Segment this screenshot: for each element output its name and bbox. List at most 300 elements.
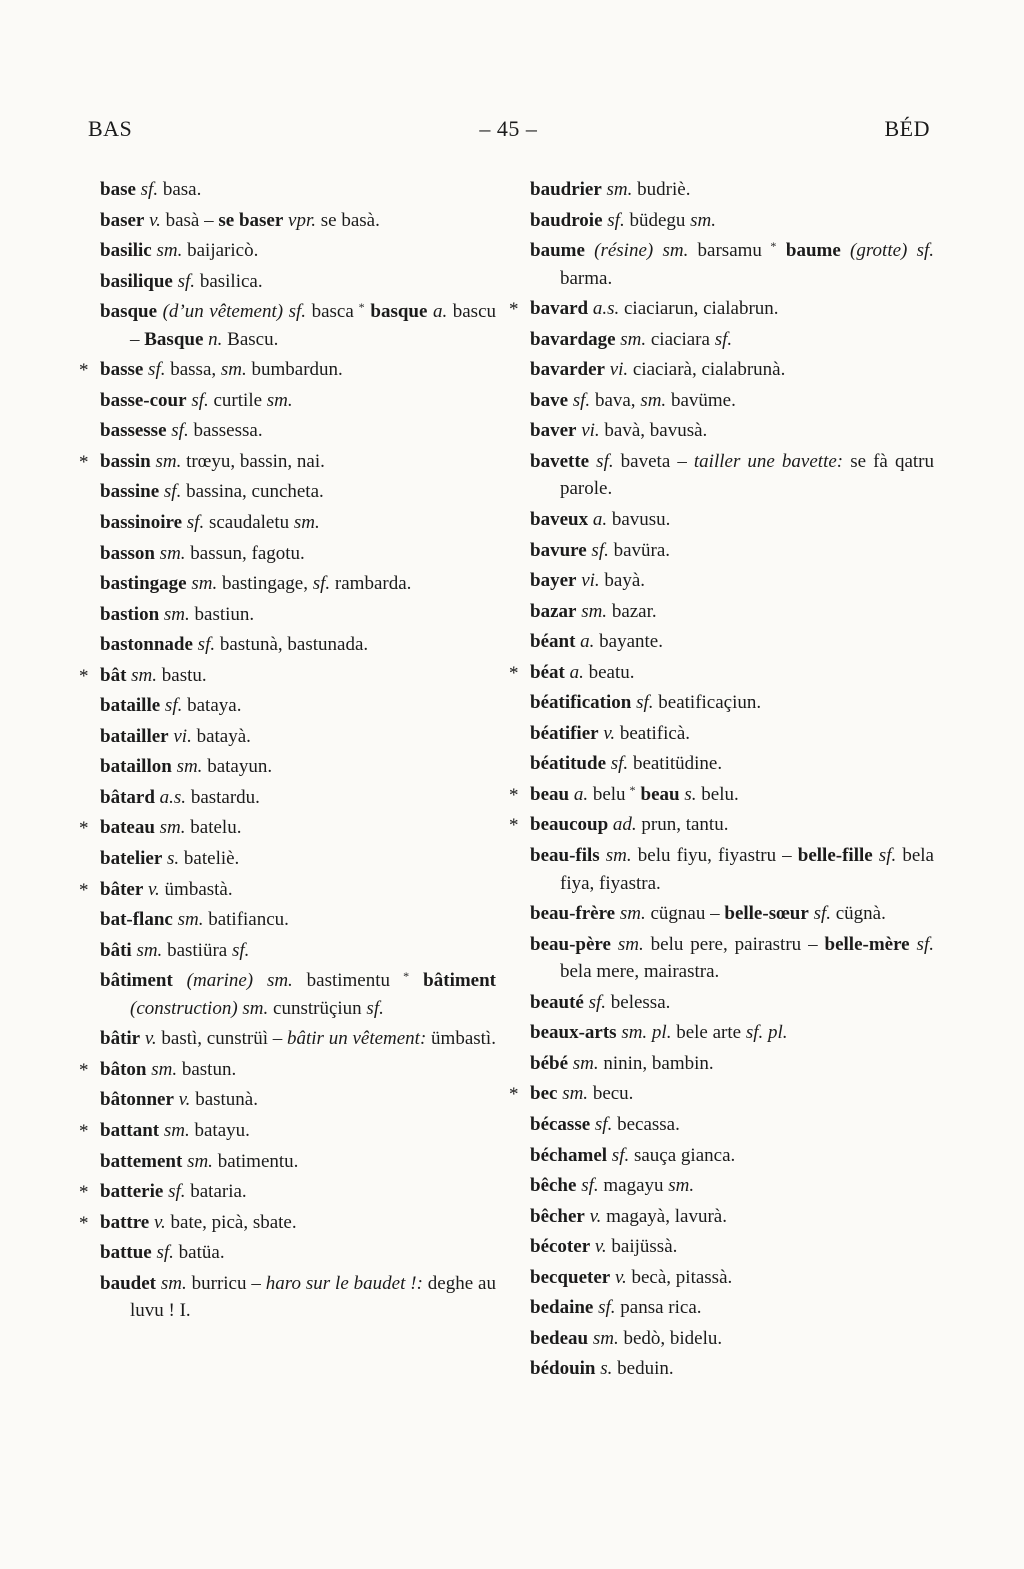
dictionary-entry <box>79 448 496 476</box>
entry-translation-text: batayu. <box>194 1119 250 1141</box>
entry-headword: batterie <box>100 1181 164 1203</box>
dictionary-entry <box>509 295 934 323</box>
entry-headword: bavette <box>530 450 590 472</box>
entry-headword: bastonnade <box>100 634 193 656</box>
entry-grammar-label: a.s. <box>154 786 191 808</box>
dictionary-entry <box>100 723 496 751</box>
entry-grammar-label: v. <box>610 1266 632 1288</box>
entry-headword: base <box>100 179 136 200</box>
entry-grammar-label: n. <box>203 328 228 350</box>
entry-grammar-label: sm. <box>159 1119 195 1141</box>
entry-grammar-label: ad. <box>608 814 642 836</box>
entry-translation-text: batifiancu. <box>208 909 289 931</box>
dictionary-entry <box>530 417 934 445</box>
entry-translation-text: ciaciara <box>650 328 715 350</box>
entry-headword: béat <box>530 661 565 683</box>
dictionary-entry <box>530 1142 934 1170</box>
entry-headword: béatitude <box>530 753 606 775</box>
entry-headword: baser <box>100 209 145 231</box>
entry-translation-text: batüa. <box>178 1242 225 1264</box>
entry-translation-text: bastunà. <box>195 1089 258 1111</box>
entry-translation-text: rambarda. <box>334 573 412 595</box>
guide-word-left: BAS <box>88 116 133 141</box>
homonym-separator: * <box>390 969 424 984</box>
entry-grammar-label: sm. <box>557 1083 593 1105</box>
entry-grammar-label: v. <box>173 1089 196 1111</box>
entry-grammar-label: sm. <box>154 542 191 564</box>
entry-translation-text: bataria. <box>190 1181 247 1203</box>
entry-star-marker: * <box>79 879 89 901</box>
dictionary-entry <box>530 1325 934 1353</box>
dictionary-entry <box>509 781 934 809</box>
column-left <box>79 176 497 1496</box>
dictionary-entry <box>530 1233 934 1261</box>
entry-translation-text: bela mere, mairastra. <box>560 961 720 983</box>
dictionary-entry <box>100 268 496 296</box>
entry-translation-text: bate, picà, sbate. <box>170 1211 297 1233</box>
entry-grammar-label: sm. <box>154 817 191 839</box>
entry-translation-text: bastì, cunstrüì – <box>161 1028 287 1050</box>
dictionary-entry <box>100 417 496 445</box>
dictionary-entry <box>530 176 934 204</box>
entry-headword: belle-sœur <box>724 903 809 925</box>
column-right <box>509 176 935 1496</box>
entry-translation-text: magayà, lavurà. <box>606 1205 727 1227</box>
entry-headword: beau-père <box>530 933 611 955</box>
guide-word-right: BÉD <box>884 116 930 141</box>
entry-translation-text: cügnà. <box>835 903 886 925</box>
entry-headword: battre <box>100 1211 150 1233</box>
entry-star-marker: * <box>79 1120 89 1142</box>
entry-grammar-label: vi. <box>576 420 605 442</box>
entry-grammar-label: vi. <box>168 725 197 747</box>
entry-headword: baver <box>530 420 577 442</box>
entry-grammar-label: (grotte) sf. <box>840 240 935 262</box>
entry-grammar-label: sf. <box>366 997 384 1019</box>
entry-headword: becqueter <box>530 1266 611 1288</box>
entry-grammar-label: sm. <box>293 512 320 534</box>
homonym-separator: * <box>353 300 371 315</box>
dictionary-entry <box>100 540 496 568</box>
entry-grammar-label: sf. <box>909 933 934 955</box>
entry-translation-text: bavusu. <box>611 509 671 531</box>
entry-grammar-label: s. <box>162 848 184 870</box>
entry-headword: bateau <box>100 817 155 839</box>
entry-grammar-label: sm. <box>131 939 168 961</box>
entry-grammar-label: v. <box>143 878 165 900</box>
entry-grammar-label: sm. <box>568 1052 604 1074</box>
entry-grammar-label: sm. <box>588 1327 624 1349</box>
entry-translation-text: bastardu. <box>190 786 260 808</box>
entry-headword: bâtard <box>100 786 155 808</box>
entry-star-marker: * <box>79 665 89 687</box>
entry-grammar-label: sm. <box>150 450 187 472</box>
dictionary-entry <box>530 689 934 717</box>
entry-grammar-label: a. <box>564 661 589 683</box>
dictionary-entry <box>530 900 934 928</box>
entry-translation-text: beduin. <box>617 1358 674 1380</box>
entry-translation-text: baveta – <box>620 450 694 472</box>
entry-headword: bassine <box>100 481 160 503</box>
entry-headword: batelier <box>100 848 163 870</box>
dictionary-entry <box>530 567 934 595</box>
entry-grammar-label: sm. <box>576 600 612 622</box>
entry-translation-text: bastun. <box>181 1058 237 1080</box>
entry-translation-text: trœyu, bassin, nai. <box>186 450 325 472</box>
entry-translation-text: beatu. <box>588 661 635 683</box>
dictionary-entry <box>530 598 934 626</box>
entry-headword: bâtir <box>100 1028 141 1050</box>
entry-grammar-label: sm. <box>668 1175 695 1197</box>
dictionary-entry <box>100 937 496 965</box>
entry-translation-text: bayante. <box>599 631 663 653</box>
entry-translation-text: batelu. <box>190 817 242 839</box>
entry-translation-text: büdegu <box>629 209 691 231</box>
entry-grammar-label: a. <box>427 301 453 323</box>
entry-translation-text: bastiun. <box>194 603 255 625</box>
entry-translation-text: bataya. <box>187 695 242 717</box>
entry-grammar-label: sm. <box>220 359 252 381</box>
dictionary-entry <box>79 876 496 904</box>
entry-translation-text: ciaciarà, cialabrunà. <box>632 359 786 381</box>
entry-translation-text: bela fiya, fiyastra. <box>560 845 934 894</box>
entry-translation-text: becassa. <box>617 1113 680 1135</box>
dictionary-entry <box>100 631 496 659</box>
entry-star-marker: * <box>79 818 89 840</box>
entry-translation-text: bateliè. <box>183 848 240 870</box>
entry-translation-text: bastu. <box>161 664 207 686</box>
dictionary-entry <box>530 1050 934 1078</box>
entry-headword: Basque <box>144 328 204 350</box>
dictionary-entry <box>100 967 496 1022</box>
entry-translation-text: belessa. <box>610 991 671 1013</box>
dictionary-entry <box>509 659 934 687</box>
dictionary-entry <box>530 237 934 292</box>
entry-grammar-label: sf. pl. <box>745 1022 788 1044</box>
entry-headword: béatification <box>530 692 632 714</box>
entry-grammar-label: sf. <box>576 1175 604 1197</box>
entry-headword: bêcher <box>530 1205 585 1227</box>
entry-translation-text: bavüra. <box>613 539 671 561</box>
entry-grammar-label: sf. <box>182 512 209 534</box>
dictionary-entry <box>530 1203 934 1231</box>
dictionary-entry <box>530 207 934 235</box>
entry-translation-text: beatificà. <box>619 722 691 744</box>
entry-headword: bécasse <box>530 1113 591 1135</box>
entry-headword: bâtiment <box>423 970 496 992</box>
entry-grammar-label: v. <box>590 1236 612 1258</box>
dictionary-entry <box>530 931 934 986</box>
entry-headword: bâtiment <box>100 970 173 992</box>
entry-grammar-label: sm. <box>599 845 638 867</box>
entry-grammar-label: sm. <box>615 328 651 350</box>
entry-headword: se baser <box>218 209 284 231</box>
dictionary-entry <box>530 1172 934 1200</box>
entry-grammar-label: a. <box>588 509 612 531</box>
entry-grammar-label: (d’un vêtement) sf. <box>157 301 312 323</box>
entry-headword: belle-mère <box>824 933 910 955</box>
dictionary-entry <box>100 298 496 353</box>
entry-headword: béatifier <box>530 722 599 744</box>
entry-grammar-label: a.s. <box>588 298 624 320</box>
entry-headword: bâti <box>100 939 132 961</box>
dictionary-entry <box>530 387 934 415</box>
entry-grammar-label: (marine) sm. <box>172 970 307 992</box>
entry-headword: battant <box>100 1119 160 1141</box>
entry-grammar-label: sm. <box>601 179 638 200</box>
dictionary-entry <box>530 537 934 565</box>
dictionary-entry <box>100 784 496 812</box>
entry-translation-text: budriè. <box>637 179 691 200</box>
entry-grammar-label: haro sur le baudet !: <box>265 1272 428 1294</box>
entry-translation-text: bumbardun. <box>251 359 343 381</box>
dictionary-entry <box>100 570 496 598</box>
entry-headword: bayer <box>530 570 577 592</box>
entry-headword: basse <box>100 359 144 381</box>
entry-grammar-label: sf. <box>593 1297 621 1319</box>
entry-grammar-label: sm. <box>610 933 651 955</box>
entry-grammar-label: v. <box>149 1211 171 1233</box>
entry-star-marker: * <box>509 784 519 806</box>
dictionary-entry <box>530 720 934 748</box>
entry-grammar-label: sm. <box>151 240 188 262</box>
entry-translation-text: bastingage, <box>221 573 313 595</box>
dictionary-entry <box>530 842 934 897</box>
entry-grammar-label: sm. <box>182 1150 218 1172</box>
dictionary-entry <box>100 1239 496 1267</box>
entry-headword: béant <box>530 631 576 653</box>
entry-grammar-label: sm. <box>615 903 651 925</box>
entry-star-marker: * <box>509 815 519 837</box>
entry-headword: bât <box>100 664 127 686</box>
entry-headword: bataille <box>100 695 161 717</box>
entry-grammar-label: sf. <box>172 270 200 292</box>
dictionary-entry <box>79 1209 496 1237</box>
entry-translation-text: bastimentu <box>306 970 391 992</box>
entry-translation-text: bassina, cuncheta. <box>186 481 324 503</box>
entry-grammar-label: sm. <box>126 664 162 686</box>
entry-grammar-label: sf. <box>590 1113 618 1135</box>
entry-translation-text: cügnau – <box>650 903 725 925</box>
dictionary-entry <box>530 356 934 384</box>
entry-headword: bavarder <box>530 359 605 381</box>
entry-headword: baudrier <box>530 179 602 200</box>
entry-translation-text: belu. <box>701 783 739 805</box>
entry-grammar-label: sm. <box>690 209 717 231</box>
entry-headword: bêche <box>530 1175 577 1197</box>
entry-translation-text: baijaricò. <box>187 240 259 262</box>
entry-headword: baume <box>785 240 841 262</box>
entry-headword: basilic <box>100 240 152 262</box>
entry-translation-text: bassa, <box>170 359 221 381</box>
dictionary-entry <box>100 692 496 720</box>
entry-headword: bassin <box>100 450 151 472</box>
entry-translation-text: ümbastà. <box>164 878 233 900</box>
dictionary-entry <box>530 1355 934 1383</box>
entry-grammar-label: sm. <box>640 389 671 411</box>
entry-headword: bat-flanc <box>100 909 173 931</box>
entry-translation-text: beatificaçiun. <box>658 692 762 714</box>
entry-grammar-label: sm. <box>172 909 209 931</box>
entry-grammar-label: a. <box>569 783 593 805</box>
dictionary-entry <box>509 1080 934 1108</box>
entry-headword: belle-fille <box>797 845 873 867</box>
entry-grammar-label: s. <box>595 1358 618 1380</box>
dictionary-entry <box>509 811 934 839</box>
entry-headword: battue <box>100 1242 152 1264</box>
entry-translation-text: bele arte <box>676 1022 746 1044</box>
entry-translation-text: basilica. <box>199 270 263 292</box>
entry-headword: beauté <box>530 991 584 1013</box>
entry-headword: beau <box>640 783 680 805</box>
entry-grammar-label: sf. <box>631 692 659 714</box>
entry-translation-text: becu. <box>592 1083 634 1105</box>
entry-headword: bâter <box>100 878 144 900</box>
entry-translation-text: baijüssà. <box>611 1236 678 1258</box>
entry-headword: basque <box>100 301 158 323</box>
entry-grammar-label: (résine) sm. <box>584 240 698 262</box>
dictionary-entry <box>530 628 934 656</box>
dictionary-entry <box>79 1117 496 1145</box>
entry-headword: bazar <box>530 600 577 622</box>
entry-grammar-label: sf. <box>714 328 733 350</box>
entry-headword: baume <box>530 240 585 262</box>
entry-translation-text: ninin, bambin. <box>603 1052 714 1074</box>
entry-grammar-label: sf. <box>135 179 163 200</box>
entry-headword: bébé <box>530 1052 568 1074</box>
entry-grammar-label: bâtir un vêtement: <box>287 1028 432 1050</box>
dictionary-entry <box>100 478 496 506</box>
entry-translation-text: bascu – <box>130 301 497 350</box>
entry-headword: bâton <box>100 1058 147 1080</box>
entry-translation-text: sauça gianca. <box>633 1144 736 1166</box>
dictionary-entry <box>530 326 934 354</box>
entry-headword: beaucoup <box>530 814 609 836</box>
homonym-separator: * <box>625 782 641 797</box>
entry-headword: bec <box>530 1083 558 1105</box>
entry-headword: baudroie <box>530 209 603 231</box>
entry-headword: bassesse <box>100 420 167 442</box>
entry-headword: beau <box>530 783 570 805</box>
entry-headword: battement <box>100 1150 183 1172</box>
entry-translation-text: basa. <box>162 179 202 200</box>
entry-translation-text: curtile <box>213 389 267 411</box>
dictionary-entry <box>530 1264 934 1292</box>
entry-star-marker: * <box>79 1059 89 1081</box>
entry-grammar-label: sf. <box>872 845 903 867</box>
entry-headword: bavard <box>530 298 589 320</box>
entry-star-marker: * <box>509 1084 519 1106</box>
dictionary-entry <box>100 176 496 204</box>
entry-headword: beaux-arts <box>530 1022 617 1044</box>
entry-headword: bataillon <box>100 756 172 778</box>
dictionary-entry <box>530 750 934 778</box>
entry-grammar-label: sf. <box>166 420 194 442</box>
entry-grammar-label: sm. <box>171 756 208 778</box>
entry-translation-text: bavüme. <box>670 389 736 411</box>
entry-headword: basson <box>100 542 155 564</box>
dictionary-entry <box>79 1056 496 1084</box>
entry-headword: batailler <box>100 725 169 747</box>
entry-translation-text: pansa rica. <box>620 1297 702 1319</box>
entry-grammar-label: s. <box>679 783 702 805</box>
entry-translation-text: batimentu. <box>217 1150 299 1172</box>
entry-grammar-label: sf. <box>143 359 171 381</box>
dictionary-entry <box>100 601 496 629</box>
entry-grammar-label: sm. <box>155 1272 192 1294</box>
entry-headword: bave <box>530 389 568 411</box>
entry-headword: bedaine <box>530 1297 594 1319</box>
entry-headword: beau-fils <box>530 845 600 867</box>
entry-grammar-label: sm. <box>159 603 195 625</box>
running-head <box>0 0 1024 142</box>
homonym-separator: * <box>761 239 786 254</box>
entry-translation-text: bayà. <box>604 570 646 592</box>
entry-grammar-label: v. <box>144 209 166 231</box>
entry-grammar-label: (construction) sm. <box>130 997 274 1019</box>
entry-grammar-label: v. <box>140 1028 162 1050</box>
entry-translation-text: magayu <box>603 1175 669 1197</box>
dictionary-entry <box>100 906 496 934</box>
entry-translation-text: batayà. <box>196 725 251 747</box>
entry-grammar-label: a. <box>575 631 600 653</box>
dictionary-entry <box>79 1178 496 1206</box>
entry-star-marker: * <box>79 1212 89 1234</box>
dictionary-entry <box>100 509 496 537</box>
entry-translation-text: beatitüdine. <box>632 753 723 775</box>
entry-grammar-label: sm. <box>146 1058 182 1080</box>
entry-translation-text: barsamu <box>697 240 762 262</box>
entry-grammar-label: sf. <box>159 481 187 503</box>
dictionary-entry <box>100 237 496 265</box>
entry-star-marker: * <box>79 451 89 473</box>
entry-grammar-label: vpr. <box>283 209 321 231</box>
entry-grammar-label: vi. <box>576 570 605 592</box>
dictionary-entry <box>100 1148 496 1176</box>
entry-grammar-label: sf. <box>607 1144 634 1166</box>
entry-translation-text: se fà qatru parole. <box>560 450 934 500</box>
entry-grammar-label: sf. <box>192 634 220 656</box>
entry-grammar-label: sf. <box>160 695 188 717</box>
entry-headword: bavardage <box>530 328 616 350</box>
entry-translation-text: prun, tantu. <box>641 814 729 836</box>
dictionary-entry <box>530 1019 934 1047</box>
entry-translation-text: basà – <box>165 209 219 231</box>
dictionary-entry <box>100 1270 496 1325</box>
entry-grammar-label: sf. <box>151 1242 179 1264</box>
entry-grammar-label: sf. <box>808 903 836 925</box>
entry-translation-text: deghe au luvu ! I. <box>130 1272 496 1322</box>
entry-headword: basque <box>370 301 428 323</box>
entry-grammar-label: sf. <box>606 753 633 775</box>
dictionary-entry <box>530 989 934 1017</box>
entry-translation-text: Bascu. <box>227 328 279 350</box>
entry-headword: basse-cour <box>100 389 187 411</box>
entry-translation-text: basca <box>311 301 354 323</box>
entry-headword: bécoter <box>530 1236 591 1258</box>
entry-translation-text: belu <box>592 783 626 805</box>
entry-translation-text: cunstrüçiun <box>273 997 367 1019</box>
entry-grammar-label: sf. <box>231 939 250 961</box>
entry-grammar-label: tailler une bavette: <box>693 450 851 472</box>
entry-headword: bassinoire <box>100 512 183 534</box>
entry-headword: bedeau <box>530 1327 589 1349</box>
entry-star-marker: * <box>509 299 519 321</box>
dictionary-entry <box>100 387 496 415</box>
entry-translation-text: bassessa. <box>193 420 263 442</box>
entry-headword: bastion <box>100 603 160 625</box>
entry-headword: beau-frère <box>530 903 616 925</box>
